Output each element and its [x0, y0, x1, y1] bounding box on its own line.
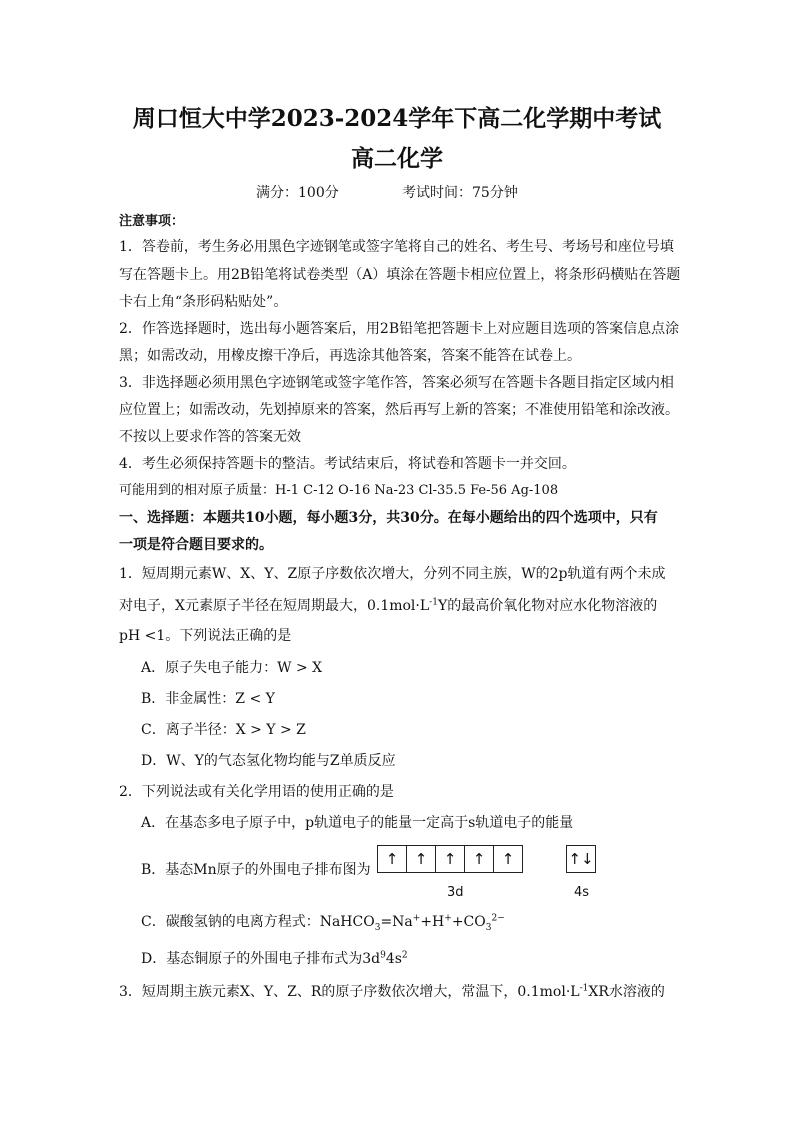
- q2-d-text-2: 4s: [385, 951, 402, 967]
- q1-line-2-sup: -1: [429, 597, 438, 608]
- q2-option-b: B．基态Mn原子的外围电子排布图为: [141, 862, 371, 878]
- q1-option-a: A．原子失电子能力：W > X: [141, 660, 323, 676]
- full-score: 满分：100分: [256, 185, 339, 201]
- orbital-4s-label: 4s: [574, 885, 590, 900]
- q2-c-sub-2: 3: [485, 922, 492, 933]
- note-2-line-1: 2．作答选择题时，选出每小题答案后，用2B铅笔把答题卡上对应题目选项的答案信息点涂: [119, 321, 680, 337]
- note-1-line-1: 1．答卷前，考生务必用黑色字迹钢笔或签字笔将自己的姓名、考生号、考场号和座位号填: [119, 239, 674, 255]
- q2-d-text-1: D．基态铜原子的外围电子排布式为3d: [141, 951, 381, 967]
- q1-option-b: B．非金属性：Z < Y: [141, 691, 275, 707]
- q2-option-a: A．在基态多电子原子中，p轨道电子的能量一定高于s轨道电子的能量: [141, 815, 574, 831]
- section-1-line-2: 一项是符合题目要求的。: [119, 537, 273, 553]
- q3-line-1-sup: -1: [579, 983, 589, 994]
- q3-line-1-text-b: XR水溶液的: [588, 984, 665, 1000]
- q2-d-sup-2: 2: [401, 950, 408, 961]
- q2-c-sub-1: 3: [374, 922, 381, 933]
- q2-c-text-3: +H: [420, 914, 445, 930]
- note-3-line-2: 应位置上；如需改动，先划掉原来的答案，然后再写上新的答案；不准使用铅笔和涂改液。: [119, 402, 679, 418]
- q2-c-sup-3: 2−: [491, 913, 505, 924]
- q2-c-text-2: =Na: [380, 914, 413, 930]
- orbital-3d-box-4: ↑: [464, 845, 494, 873]
- q1-line-3: pH <1。下列说法正确的是: [119, 628, 292, 644]
- q2-c-sup-1: +: [412, 913, 421, 924]
- note-4-line-1: 4．考生必须保持答题卡的整洁。考试结束后，将试卷和答题卡一并交回。: [119, 456, 576, 472]
- note-3-line-3: 不按以上要求作答的答案无效: [119, 429, 301, 445]
- q1-line-2: [119, 599, 657, 613]
- q2-option-d: [141, 952, 408, 966]
- note-1-line-2: 写在答题卡上。用2B铅笔将试卷类型（A）填涂在答题卡相应位置上，将条形码横贴在答题: [119, 267, 681, 283]
- exam-title: 周口恒大中学2023-2024学年下高二化学期中考试: [132, 105, 662, 132]
- q1-line-2-text-a: 对电子，X元素原子半径在短周期最大，0.1mol·L: [119, 598, 430, 614]
- q2-option-c: [141, 913, 505, 933]
- section-1-line-1: 一、选择题：本题共10小题，每小题3分，共30分。在每小题给出的四个选项中，只有: [119, 510, 658, 526]
- orbital-3d: [377, 845, 523, 873]
- q3-line-1: [119, 985, 665, 999]
- exam-subtitle: 高二化学: [351, 145, 443, 172]
- orbital-3d-box-5: ↑: [493, 845, 523, 873]
- q2-c-sup-2: +: [444, 913, 452, 924]
- q1-option-d: D．W、Y的气态氢化物均能与Z单质反应: [141, 753, 396, 769]
- orbital-3d-box-3: ↑: [435, 845, 465, 873]
- q3-line-1-text-a: 3．短周期主族元素X、Y、Z、R的原子序数依次增大，常温下，0.1mol·L: [119, 984, 580, 1000]
- q1-option-c: C．离子半径：X > Y > Z: [141, 722, 306, 738]
- orbital-3d-label: 3d: [447, 885, 464, 900]
- orbital-3d-box-2: ↑: [406, 845, 436, 873]
- atomic-mass-line: 可能用到的相对原子质量：H-1 C-12 O-16 Na-23 Cl-35.5 Fe-56 Ag-108: [119, 483, 559, 498]
- q1-line-2-text-b: Y的最高价氧化物对应水化物溶液的: [437, 598, 658, 614]
- q2-c-text-4: +CO: [451, 914, 486, 930]
- note-2-line-2: 黑；如需改动，用橡皮擦干净后，再选涂其他答案，答案不能答在试卷上。: [119, 348, 581, 364]
- exam-time: 考试时间：75分钟: [402, 185, 518, 201]
- q2-stem: 2．下列说法或有关化学用语的使用正确的是: [119, 784, 394, 800]
- q1-line-1: 1．短周期元素W、X、Y、Z原子序数依次增大，分列不同主族，W的2p轨道有两个未成: [119, 566, 666, 582]
- orbital-3d-box-1: ↑: [377, 845, 407, 873]
- q2-c-text-1: C．碳酸氢钠的电离方程式：NaHCO: [141, 914, 375, 930]
- note-3-line-1: 3．非选择题必须用黑色字迹钢笔或签字笔作答，答案必须写在答题卡各题目指定区域内相: [119, 375, 674, 391]
- notes-heading: 注意事项：: [119, 214, 185, 229]
- orbital-4s: [566, 845, 596, 873]
- note-1-line-3: 卡右上角“条形码粘贴处”。: [119, 294, 288, 310]
- q2-d-sup-1: 9: [380, 950, 386, 961]
- orbital-4s-box-1: ↑↓: [566, 845, 596, 873]
